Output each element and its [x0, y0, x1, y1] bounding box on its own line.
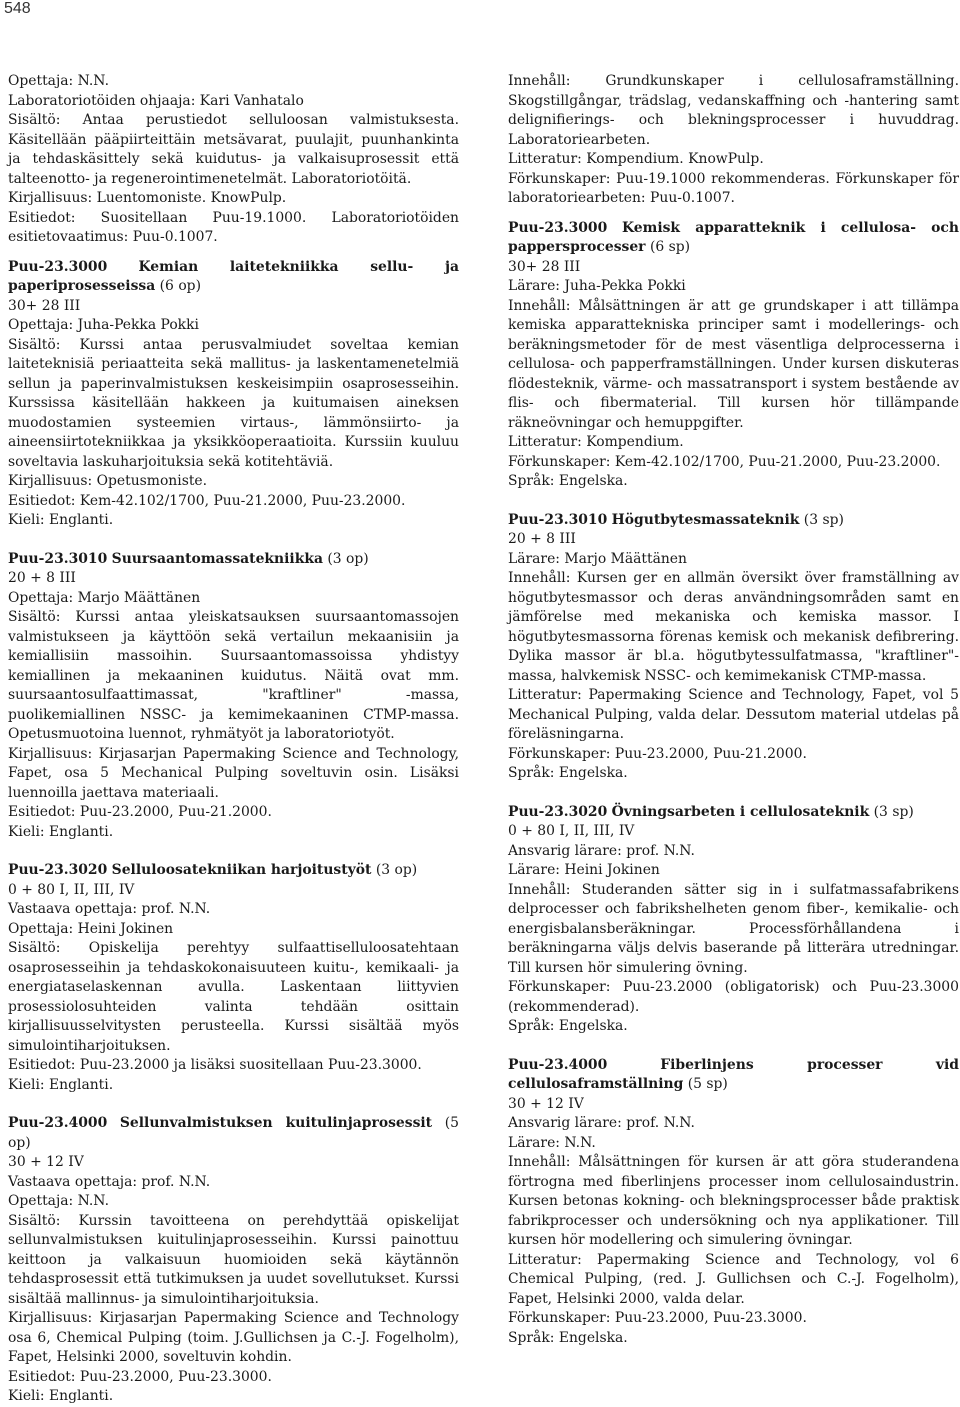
course-line: Vastaava opettaja: prof. N.N. [8, 901, 211, 917]
course-line: Opettaja: Juha-Pekka Pokki [8, 317, 199, 333]
course-title [8, 1114, 459, 1153]
intro-line: Laboratoriotöiden ohjaaja: Kari Vanhatalo [8, 92, 304, 109]
intro-line: Esitiedot: Suositellaan Puu-19.1000. Laboratoriotöiden esitietovaatimus: Puu-0.1007. [8, 209, 459, 245]
intro-line: Innehåll: Grundkunskaper i cellulosaframställning. Skogstillgångar, trädslag, vedanskaffning och -hantering samt delignifierings- och blekningsprocesser i huvuddrag. Laboratoriearbeten. [508, 73, 959, 148]
course-line: Opettaja: Marjo Määttänen [8, 589, 201, 606]
course-line: Sisältö: Kurssin tavoitteena on perehdyttää opiskelijat sellunvalmistuksen kuitulinjaprosesseihin. Kurssi painottuu keittoon ja valkaisuun huomioiden sekä käytännön tehdasprosessit että tutkimuksen ja uudet sovellutukset. Kurssi sisältää mallinnus- ja simulointiharjoituksia. [8, 1212, 459, 1307]
course-credits: (3 sp) [873, 803, 914, 820]
course-line: Kieli: Englanti. [8, 823, 114, 840]
course-block [8, 861, 459, 1095]
course-block [508, 803, 959, 1037]
course-block [508, 219, 959, 492]
course-line: Innehåll: Studeranden sätter sig in i sulfatmassafabrikens delprocesser och fabrikshelheten genom fiber-, kemikalie- och energisbalansberäkningar. Processförhållandena i beräkningarna väljs delvis baserande på litterära utredningar. Till kursen hör simulering övning. [508, 881, 959, 976]
intro-line: Opettaja: N.N. [8, 73, 109, 89]
course-line: Språk: Engelska. [508, 1018, 628, 1034]
course-line: Sisältö: Kurssi antaa yleiskatsauksen suursaantomassojen valmistukseen ja käyttöön sekä vertailun mekaanisiin ja kemiallisiin massoihin. Suursaantomassoissa yhdistyy kemiallinen ja mekaaninen kuidutus. Näitä ovat mm. suursaantosulfaattimassat, "kraftliner" -massa, puolikemiallinen NSSC- ja kemimekaaninen CTMP-massa. Opetusmuotoina luennot, ryhmätyöt ja laboratoriotyöt. [8, 609, 459, 742]
course-line: Lärare: Marjo Määttänen [508, 550, 687, 567]
left-column [8, 72, 459, 1407]
course-line: Kirjallisuus: Kirjasarjan Papermaking Science and Technology osa 6, Chemical Pulping (toim. J.Gullichsen ja C.-J. Fogelholm), Fapet, Helsinki 2000, soveltuvin kohdin. [8, 1310, 459, 1365]
course-name: Kemian laitetekniikka sellu- ja paperiprosesseissa [8, 258, 459, 294]
course-name: Högutbytesmassateknik [611, 511, 800, 528]
course-code: Puu-23.4000 [508, 1056, 608, 1073]
course-line: Litteratur: Papermaking Science and Technology, Fapet, vol 5 Mechanical Pulping, valda delar. Dessutom material utdelas på föreläsningarna. [508, 687, 959, 742]
course-line: Ansvarig lärare: prof. N.N. [508, 842, 695, 859]
course-line: 0 + 80 I, II, III, IV [508, 823, 635, 839]
course-title [8, 258, 459, 297]
course-line: Kirjallisuus: Kirjasarjan Papermaking Science and Technology, Fapet, osa 5 Mechanical Pulping soveltuvin osin. Lisäksi luennoilla jaettava materiaali. [8, 745, 459, 801]
course-line: Språk: Engelska. [508, 473, 628, 489]
course-line: Kieli: Englanti. [8, 1076, 114, 1093]
course-line: Esitiedot: Puu-23.2000, Puu-21.2000. [8, 804, 272, 820]
course-line: Kieli: Englanti. [8, 512, 114, 528]
course-line: Kieli: Englanti. [8, 1388, 114, 1404]
course-line: Lärare: Heini Jokinen [508, 862, 660, 878]
course-line: Sisältö: Opiskelija perehtyy sulfaattiselluloosatehtaan osaprosesseihin ja tehdaskokonaisuuteen kuitu-, kemikaali- ja energiataselaskennan avulla. Laskentaan liittyvien prosessiolosuhteiden valinta tehdään osittain kirjallisuusselvitysten perusteella. Kurssi sisältää myös simulointiharjoituksen. [8, 940, 459, 1054]
intro-line: Förkunskaper: Puu-19.1000 rekommenderas. Förkunskaper för laboratoriearbeten: Puu-0.1007. [508, 170, 959, 206]
course-credits: (5 op) [8, 1115, 459, 1151]
course-block [508, 1056, 959, 1349]
course-name: Sellunvalmistuksen kuitulinjaprosessit [119, 1115, 433, 1131]
course-block [8, 550, 459, 843]
course-credits: (6 sp) [649, 239, 691, 255]
course-line: Vastaava opettaja: prof. N.N. [8, 1173, 211, 1190]
course-credits: (6 op) [159, 278, 201, 294]
course-credits: (3 op) [327, 550, 369, 567]
course-line: 20 + 8 III [508, 531, 576, 547]
course-title [8, 550, 459, 570]
course-title [508, 803, 959, 823]
course-title [508, 511, 959, 531]
course-title [508, 1056, 959, 1095]
course-title [8, 861, 459, 881]
course-name: Suursaantomassatekniikka [111, 550, 323, 567]
course-line: Litteratur: Papermaking Science and Technology, vol 6 Chemical Pulping, (red. J. Gullichsen och C.-J. Fogelholm), Fapet, Helsinki 2000, valda delar. [508, 1251, 959, 1307]
course-credits: (5 sp) [687, 1076, 728, 1092]
course-line: Esitiedot: Kem-42.102/1700, Puu-21.2000, Puu-23.2000. [8, 492, 406, 509]
right-column [508, 72, 959, 1348]
course-block [8, 258, 459, 531]
course-line: Förkunskaper: Puu-23.2000, Puu-23.3000. [508, 1310, 807, 1326]
course-line: Opettaja: Heini Jokinen [8, 920, 174, 937]
course-line: Ansvarig lärare: prof. N.N. [508, 1115, 695, 1131]
course-code: Puu-23.4000 [8, 1115, 108, 1131]
course-line: Språk: Engelska. [508, 1329, 628, 1346]
course-line: Innehåll: Målsättningen är att ge grundskaper i att tillämpa kemiska apparattekniska principer samt i modellerings- och beräkningsmetoder för de mest väsentliga delprocesserna i cellulosa- och papperframställningen. Under kursen diskuteras flödesteknik, värme- och massatransport i system bestående av flis- och fibermaterial. Till kursen hör tillämpande räkneövningar och hemuppgifter. [508, 297, 959, 431]
course-code: Puu-23.3020 [8, 862, 108, 878]
intro-line: Kirjallisuus: Luentomoniste. KnowPulp. [8, 190, 287, 206]
course-code: Puu-23.3010 [508, 511, 608, 528]
course-code: Puu-23.3020 [508, 803, 608, 820]
course-code: Puu-23.3000 [8, 258, 108, 275]
course-line: Förkunskaper: Puu-23.2000, Puu-21.2000. [508, 745, 807, 762]
course-line: Förkunskaper: Kem-42.102/1700, Puu-21.2000, Puu-23.2000. [508, 453, 941, 470]
course-line: 30 + 12 IV [8, 1154, 84, 1170]
course-title [508, 219, 959, 258]
course-credits: (3 op) [375, 862, 418, 878]
course-line: 30+ 28 III [8, 297, 81, 314]
course-line: Esitiedot: Puu-23.2000, Puu-23.3000. [8, 1368, 272, 1385]
page-number: 548 [4, 0, 31, 17]
course-line: 30 + 12 IV [508, 1095, 584, 1112]
course-code: Puu-23.3010 [8, 550, 108, 567]
intro-line: Litteratur: Kompendium. KnowPulp. [508, 151, 764, 167]
course-line: Kirjallisuus: Opetusmoniste. [8, 473, 208, 489]
course-credits: (3 sp) [803, 511, 844, 528]
course-name: Kemisk apparatteknik i cellulosa- och pappersprocesser [508, 219, 959, 255]
course-line: Esitiedot: Puu-23.2000 ja lisäksi suositellaan Puu-23.3000. [8, 1057, 422, 1073]
course-name: Övningsarbeten i cellulosateknik [611, 803, 870, 820]
course-block [8, 1114, 459, 1407]
course-line: 0 + 80 I, II, III, IV [8, 881, 135, 898]
course-line: Sisältö: Kurssi antaa perusvalmiudet soveltaa kemian laiteteknisiä periaatteita sekä mallitus- ja laskentamenetelmiä sellun ja paperinvalmistuksen keskeisimpiin osaprosesseihin. Kurssissa käsitellään hakkeen ja kuitumaisen aineksen muodostamien systeemien virtaus-, lämmönsiirto- ja aineensiirtotekniikkaa ja yksikköoperaatioita. Kurssiin kuuluu soveltavia laskuharjoituksia sekä kotitehtäviä. [8, 336, 459, 470]
intro-line: Sisältö: Antaa perustiedot selluloosan valmistuksesta. Käsitellään pääpiirteittäin metsävarat, puulajit, puunhankinta ja tehdaskäsittely sekä kuidutus- ja valkaisuprosessit että talteenotto- ja regenerointimenetelmät. Laboratoriotöitä. [8, 112, 459, 187]
course-block [508, 511, 959, 784]
course-line: Innehåll: Kursen ger en allmän översikt över framställning av högutbytesmassor och deras användningsområden samt en jämförelse med mekaniska och kemiska massor. I högutbytesmassorna förenas kemisk och mekanisk defibrering. Dylika massor är bl.a. högutbytessulfatmassa, "kraftliner"-massa, halvkemisk NSSC- och kemimekanisk CTMP-massa. [508, 570, 959, 684]
course-line: Innehåll: Målsättningen för kursen är att göra studerandena förtrogna med fiberlinjens processer inom cellulosaindustrin. Kursen betonas kokning- och blekningsprocesser både praktisk fabrikprocesser och undersökning och nya applikationer. Till kursen hör modellering och simulering övningar. [508, 1154, 959, 1248]
course-line: 20 + 8 III [8, 570, 76, 586]
course-line: Språk: Engelska. [508, 765, 628, 781]
course-line: 30+ 28 III [508, 258, 581, 275]
course-name: Selluloosatekniikan harjoitustyöt [111, 862, 372, 878]
course-line: Lärare: Juha-Pekka Pokki [508, 278, 686, 294]
course-line: Litteratur: Kompendium. [508, 434, 684, 450]
course-code: Puu-23.3000 [508, 219, 608, 236]
course-name: Fiberlinjens processer vid cellulosaframställning [508, 1056, 959, 1092]
course-line: Förkunskaper: Puu-23.2000 (obligatorisk) och Puu-23.3000 (rekommenderad). [508, 979, 959, 1015]
course-line: Lärare: N.N. [508, 1134, 596, 1151]
course-line: Opettaja: N.N. [8, 1193, 109, 1209]
